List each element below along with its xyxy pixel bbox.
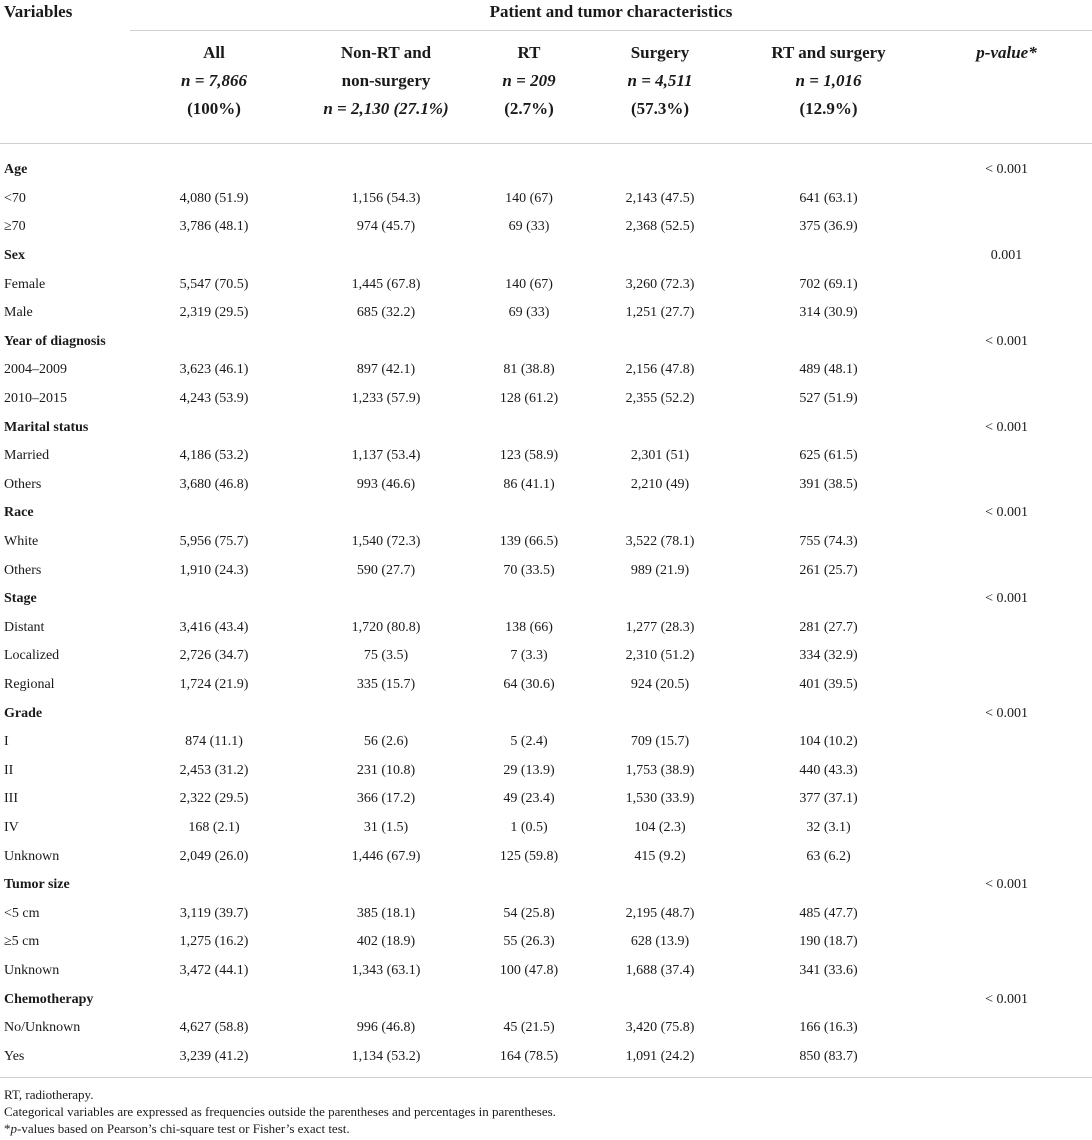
- table-cell: 996 (46.8): [356, 1020, 416, 1036]
- table-row: [0, 899, 1092, 928]
- column-header-line: RT: [517, 43, 541, 62]
- p-value-cell: [921, 957, 1092, 986]
- table-row: [0, 785, 1092, 814]
- table-row: [0, 528, 1092, 557]
- table-cell: 1,275 (16.2): [179, 934, 249, 950]
- category-label: Tumor size: [4, 877, 70, 893]
- column-header-line: (57.3%): [630, 99, 690, 118]
- table-cell: 489 (48.1): [799, 362, 858, 378]
- table-cell: 81 (38.8): [503, 362, 555, 378]
- table-row: [0, 1014, 1092, 1043]
- table-row: [0, 728, 1092, 757]
- table-cell: 4,627 (58.8): [179, 1020, 249, 1036]
- table-cell: [584, 585, 736, 614]
- p-value-cell: [921, 270, 1092, 299]
- p-value-cell: [921, 671, 1092, 700]
- table-cell: 993 (46.6): [356, 476, 416, 492]
- table-cell: 590 (27.7): [356, 562, 416, 578]
- p-value-cell: < 0.001: [985, 333, 1028, 349]
- table-cell: 2,322 (29.5): [179, 791, 249, 807]
- table-cell: 1,343 (63.1): [351, 962, 421, 978]
- table-cell: 125 (59.8): [499, 848, 559, 864]
- category-label: Year of diagnosis: [4, 333, 106, 349]
- table-cell: [736, 328, 921, 357]
- table-cell: 341 (33.6): [799, 962, 858, 978]
- row-label: No/Unknown: [4, 1020, 81, 1036]
- row-label: Female: [4, 276, 46, 292]
- table-cell: 1 (0.5): [510, 819, 548, 835]
- table-cell: 375 (36.9): [799, 219, 858, 235]
- table-cell: [298, 156, 474, 185]
- row-label: Localized: [4, 648, 60, 664]
- p-value-cell: [921, 556, 1092, 585]
- table-cell: 32 (3.1): [806, 819, 851, 835]
- table-cell: 2,368 (52.5): [625, 219, 695, 235]
- row-label: I: [4, 734, 9, 750]
- table-cell: [736, 985, 921, 1014]
- table-cell: 75 (3.5): [363, 648, 409, 664]
- table-cell: [298, 499, 474, 528]
- footnote-p-value: *p-values based on Pearson’s chi-square test or Fisher’s exact test.: [4, 1121, 350, 1136]
- column-header-all: [130, 31, 298, 144]
- p-value-cell: [921, 642, 1092, 671]
- table-cell: [736, 242, 921, 271]
- row-label: II: [4, 762, 14, 778]
- row-label: Male: [4, 305, 33, 321]
- group-header: Patient and tumor characteristics: [130, 0, 1092, 31]
- category-label: Stage: [4, 591, 37, 607]
- table-cell: [130, 871, 298, 900]
- table-cell: 377 (37.1): [799, 791, 858, 807]
- table-row: [0, 213, 1092, 242]
- table-cell: 1,277 (28.3): [625, 619, 695, 635]
- p-value-cell: [921, 928, 1092, 957]
- table-cell: [584, 328, 736, 357]
- p-value-cell: [921, 385, 1092, 414]
- table-cell: 3,786 (48.1): [179, 219, 249, 235]
- p-value-cell: [921, 442, 1092, 471]
- column-header-line: (2.7%): [504, 99, 554, 118]
- table-row: [0, 928, 1092, 957]
- table-row: [0, 671, 1092, 700]
- p-value-cell: [921, 471, 1092, 500]
- table-cell: 4,080 (51.9): [179, 190, 249, 206]
- table-cell: [130, 413, 298, 442]
- column-header-line: (100%): [187, 99, 241, 118]
- table-cell: 2,453 (31.2): [179, 762, 249, 778]
- table-cell: 166 (16.3): [799, 1020, 858, 1036]
- table-cell: [736, 871, 921, 900]
- column-header-line: n = 1,016: [795, 71, 862, 90]
- category-row: [0, 242, 1092, 271]
- table-cell: 45 (21.5): [503, 1020, 555, 1036]
- table-cell: [298, 985, 474, 1014]
- table-cell: 49 (23.4): [503, 791, 555, 807]
- table-cell: 86 (41.1): [503, 476, 555, 492]
- table-cell: [584, 871, 736, 900]
- category-label: Race: [4, 505, 34, 521]
- table-cell: 3,623 (46.1): [179, 362, 249, 378]
- table-cell: 974 (45.7): [356, 219, 416, 235]
- table-cell: 1,530 (33.9): [625, 791, 695, 807]
- table-cell: 314 (30.9): [799, 305, 858, 321]
- table-cell: 2,156 (47.8): [625, 362, 695, 378]
- p-value-cell: < 0.001: [985, 419, 1028, 435]
- table-cell: 138 (66): [505, 619, 553, 635]
- table-cell: 2,049 (26.0): [179, 848, 249, 864]
- table-cell: 641 (63.1): [799, 190, 858, 206]
- p-value-cell: < 0.001: [985, 505, 1028, 521]
- table-cell: 3,239 (41.2): [130, 1042, 298, 1077]
- table-cell: 1,233 (57.9): [351, 391, 421, 407]
- footnote-p-italic: p: [10, 1121, 17, 1136]
- column-header-non-rt-non-surgery: [298, 31, 474, 144]
- category-row: [0, 413, 1092, 442]
- p-value-cell: [921, 528, 1092, 557]
- table-cell: [474, 413, 584, 442]
- table-row: [0, 957, 1092, 986]
- table-cell: 2,210 (49): [630, 476, 690, 492]
- p-value-cell: [921, 842, 1092, 871]
- table-cell: 5,547 (70.5): [179, 276, 249, 292]
- table-cell: 31 (1.5): [363, 819, 409, 835]
- table-cell: [474, 699, 584, 728]
- p-value-cell: [921, 756, 1092, 785]
- p-value-cell: 0.001: [990, 248, 1023, 264]
- table-cell: 3,420 (75.8): [625, 1020, 695, 1036]
- table-cell: 2,143 (47.5): [625, 190, 695, 206]
- category-row: [0, 328, 1092, 357]
- table-cell: 3,472 (44.1): [179, 962, 249, 978]
- table-cell: 5,956 (75.7): [179, 534, 249, 550]
- table-row: [0, 185, 1092, 214]
- table-cell: 2,355 (52.2): [625, 391, 695, 407]
- category-label: Grade: [4, 705, 43, 721]
- header-row-columns: [0, 31, 1092, 144]
- column-header-line: n = 4,511: [627, 71, 693, 90]
- table-cell: 415 (9.2): [634, 848, 686, 864]
- table-cell: 5 (2.4): [510, 734, 548, 750]
- column-header-line: RT and surgery: [771, 43, 886, 62]
- category-label: Chemotherapy: [4, 991, 94, 1007]
- table-cell: [474, 871, 584, 900]
- table-cell: 628 (13.9): [630, 934, 690, 950]
- table-cell: 54 (25.8): [503, 905, 555, 921]
- table-cell: [130, 499, 298, 528]
- table-cell: [736, 413, 921, 442]
- table-cell: 1,137 (53.4): [351, 448, 421, 464]
- table-cell: [584, 156, 736, 185]
- p-value-cell: [921, 299, 1092, 328]
- p-value-cell: [921, 814, 1092, 843]
- column-header-line: n = 209: [502, 71, 556, 90]
- footnote-p-text: -values based on Pearson’s chi-square test or Fisher’s exact test.: [17, 1121, 350, 1136]
- row-label: Unknown: [4, 848, 60, 864]
- variables-header: Variables: [4, 2, 73, 21]
- table-cell: 3,522 (78.1): [625, 534, 695, 550]
- table-cell: 168 (2.1): [188, 819, 240, 835]
- table-cell: 1,445 (67.8): [351, 276, 421, 292]
- table-cell: [584, 242, 736, 271]
- column-header-rt: [474, 31, 584, 144]
- header-spacer: [0, 144, 1092, 157]
- p-value-cell: < 0.001: [985, 162, 1028, 178]
- table-cell: [130, 156, 298, 185]
- table-cell: 190 (18.7): [799, 934, 858, 950]
- table-cell: [474, 585, 584, 614]
- row-label: Regional: [4, 676, 55, 692]
- p-value-cell: [921, 728, 1092, 757]
- category-row: [0, 499, 1092, 528]
- table-cell: 391 (38.5): [799, 476, 858, 492]
- row-label: <70: [4, 190, 26, 206]
- category-label: Marital status: [4, 419, 89, 435]
- row-label: III: [4, 791, 18, 807]
- row-label: <5 cm: [4, 905, 40, 921]
- table-cell: [584, 699, 736, 728]
- column-header-line: n = 2,130 (27.1%): [323, 99, 449, 118]
- table-cell: 3,416 (43.4): [179, 619, 249, 635]
- table-cell: 140 (67): [505, 276, 553, 292]
- p-value-header-label: p-value*: [976, 43, 1037, 62]
- table-cell: 385 (18.1): [356, 905, 416, 921]
- table-cell: 140 (67): [505, 190, 553, 206]
- table-cell: 64 (30.6): [503, 676, 555, 692]
- table-cell: 100 (47.8): [499, 962, 559, 978]
- table-cell: 850 (83.7): [736, 1042, 921, 1077]
- table-cell: [130, 328, 298, 357]
- row-label: Others: [4, 476, 42, 492]
- category-label: Sex: [4, 248, 25, 264]
- table-row: [0, 842, 1092, 871]
- table-cell: 924 (20.5): [630, 676, 690, 692]
- category-row: [0, 585, 1092, 614]
- row-label: Married: [4, 448, 50, 464]
- row-label: Distant: [4, 619, 45, 635]
- table-row: [0, 270, 1092, 299]
- row-label: White: [4, 534, 39, 550]
- column-header-surgery: [584, 31, 736, 144]
- table-cell: 2,310 (51.2): [625, 648, 695, 664]
- table-row: [0, 1042, 1092, 1077]
- table-cell: 7 (3.3): [510, 648, 548, 664]
- table-cell: 70 (33.5): [503, 562, 555, 578]
- table-cell: [736, 585, 921, 614]
- table-cell: 139 (66.5): [499, 534, 559, 550]
- table-cell: [736, 699, 921, 728]
- table-cell: [298, 328, 474, 357]
- variables-header-blank: [0, 31, 130, 144]
- category-row: [0, 871, 1092, 900]
- table-cell: 989 (21.9): [630, 562, 690, 578]
- table-cell: 104 (10.2): [799, 734, 858, 750]
- table-cell: 2,301 (51): [630, 448, 690, 464]
- p-value-cell: [921, 185, 1092, 214]
- p-value-cell: < 0.001: [985, 591, 1028, 607]
- table-cell: 874 (11.1): [185, 734, 243, 750]
- table-cell: 1,753 (38.9): [625, 762, 695, 778]
- table-cell: 164 (78.5): [474, 1042, 584, 1077]
- table-cell: [474, 328, 584, 357]
- table-cell: 56 (2.6): [363, 734, 409, 750]
- table-cell: 2,319 (29.5): [179, 305, 249, 321]
- table-cell: 1,156 (54.3): [351, 190, 421, 206]
- column-header-line: Surgery: [630, 43, 690, 62]
- table-cell: 1,724 (21.9): [179, 676, 249, 692]
- table-cell: [298, 585, 474, 614]
- row-label: ≥5 cm: [4, 934, 40, 950]
- p-value-cell: [921, 1042, 1092, 1077]
- table-cell: [584, 499, 736, 528]
- table-row: [0, 299, 1092, 328]
- footnote-categorical: Categorical variables are expressed as frequencies outside the parentheses and percentages in parentheses.: [4, 1104, 556, 1119]
- table-cell: 401 (39.5): [799, 676, 858, 692]
- table-cell: 69 (33): [508, 305, 550, 321]
- table-cell: 4,243 (53.9): [179, 391, 249, 407]
- category-row: [0, 156, 1092, 185]
- row-label: Yes: [0, 1042, 130, 1077]
- table-cell: [298, 413, 474, 442]
- table-row: [0, 385, 1092, 414]
- column-header-line: (12.9%): [799, 99, 858, 118]
- table-cell: 366 (17.2): [356, 791, 416, 807]
- table-cell: 1,910 (24.3): [179, 562, 249, 578]
- table-cell: [130, 985, 298, 1014]
- table-cell: [736, 499, 921, 528]
- table-row: [0, 756, 1092, 785]
- category-label: Age: [4, 162, 28, 178]
- table-cell: 3,680 (46.8): [179, 476, 249, 492]
- table-cell: 897 (42.1): [356, 362, 416, 378]
- table-cell: [298, 242, 474, 271]
- table-cell: [130, 242, 298, 271]
- table-cell: [130, 699, 298, 728]
- p-value-cell: [921, 785, 1092, 814]
- table-row: [0, 614, 1092, 643]
- table-cell: 402 (18.9): [356, 934, 416, 950]
- table-cell: 123 (58.9): [499, 448, 559, 464]
- table-cell: 2,726 (34.7): [179, 648, 249, 664]
- p-value-cell: [921, 899, 1092, 928]
- table-cell: 3,119 (39.7): [179, 905, 249, 921]
- table-cell: 527 (51.9): [799, 391, 858, 407]
- table-cell: 55 (26.3): [503, 934, 555, 950]
- table-cell: 1,446 (67.9): [351, 848, 421, 864]
- table-cell: 334 (32.9): [799, 648, 858, 664]
- header-row-top: [0, 0, 1092, 31]
- table-cell: 755 (74.3): [799, 534, 858, 550]
- table-cell: 2,195 (48.7): [625, 905, 695, 921]
- table-cell: [130, 585, 298, 614]
- table-cell: 63 (6.2): [806, 848, 851, 864]
- footnote-abbreviation: RT, radiotherapy.: [4, 1087, 94, 1102]
- table-row: [0, 814, 1092, 843]
- table-cell: 231 (10.8): [356, 762, 416, 778]
- table-cell: [298, 699, 474, 728]
- category-row: [0, 699, 1092, 728]
- table-row: [0, 442, 1092, 471]
- column-header-line: Non-RT and: [340, 43, 432, 62]
- table-body: [0, 156, 1092, 1078]
- p-value-cell: < 0.001: [985, 991, 1028, 1007]
- table-cell: 261 (25.7): [799, 562, 858, 578]
- table-cell: [584, 413, 736, 442]
- table-footnotes: [0, 1078, 1092, 1137]
- table-cell: [474, 242, 584, 271]
- table-cell: 1,720 (80.8): [351, 619, 421, 635]
- table-cell: 1,251 (27.7): [625, 305, 695, 321]
- table-cell: 709 (15.7): [630, 734, 690, 750]
- column-header-line: non-surgery: [341, 71, 431, 90]
- table-cell: 685 (32.2): [356, 305, 416, 321]
- table-cell: [298, 871, 474, 900]
- table-cell: 128 (61.2): [499, 391, 559, 407]
- row-label: Unknown: [4, 962, 60, 978]
- table-cell: 440 (43.3): [799, 762, 858, 778]
- table-cell: 1,540 (72.3): [351, 534, 421, 550]
- p-value-cell: [921, 356, 1092, 385]
- table-cell: 335 (15.7): [356, 676, 416, 692]
- table-cell: 69 (33): [508, 219, 550, 235]
- column-header-rt-and-surgery: [736, 31, 921, 144]
- table-cell: 29 (13.9): [503, 762, 555, 778]
- column-header-line: All: [203, 43, 225, 62]
- table-row: [0, 556, 1092, 585]
- table-row: [0, 356, 1092, 385]
- table-cell: [474, 156, 584, 185]
- table-row: [0, 471, 1092, 500]
- table-cell: [736, 156, 921, 185]
- table-cell: [474, 985, 584, 1014]
- table-cell: 1,091 (24.2): [584, 1042, 736, 1077]
- p-value-cell: [921, 213, 1092, 242]
- category-row: [0, 985, 1092, 1014]
- table-cell: [584, 985, 736, 1014]
- p-value-cell: [921, 614, 1092, 643]
- table-cell: 625 (61.5): [799, 448, 858, 464]
- row-label: 2010–2015: [4, 391, 67, 407]
- table-cell: 3,260 (72.3): [625, 276, 695, 292]
- table-cell: 4,186 (53.2): [179, 448, 249, 464]
- table-cell: 1,134 (53.2): [298, 1042, 474, 1077]
- table-cell: 485 (47.7): [799, 905, 858, 921]
- p-value-cell: [921, 1014, 1092, 1043]
- table-cell: 1,688 (37.4): [625, 962, 695, 978]
- p-value-cell: < 0.001: [985, 705, 1028, 721]
- row-label: IV: [4, 819, 19, 835]
- row-label: ≥70: [4, 219, 26, 235]
- table-cell: 702 (69.1): [799, 276, 858, 292]
- table-row: [0, 642, 1092, 671]
- row-label: 2004–2009: [4, 362, 67, 378]
- row-label: Others: [4, 562, 42, 578]
- table-cell: 281 (27.7): [799, 619, 858, 635]
- table-cell: [474, 499, 584, 528]
- table-cell: 104 (2.3): [634, 819, 686, 835]
- column-header-line: n = 7,866: [181, 71, 247, 90]
- p-value-cell: < 0.001: [985, 877, 1028, 893]
- column-header-p-value: [921, 31, 1092, 144]
